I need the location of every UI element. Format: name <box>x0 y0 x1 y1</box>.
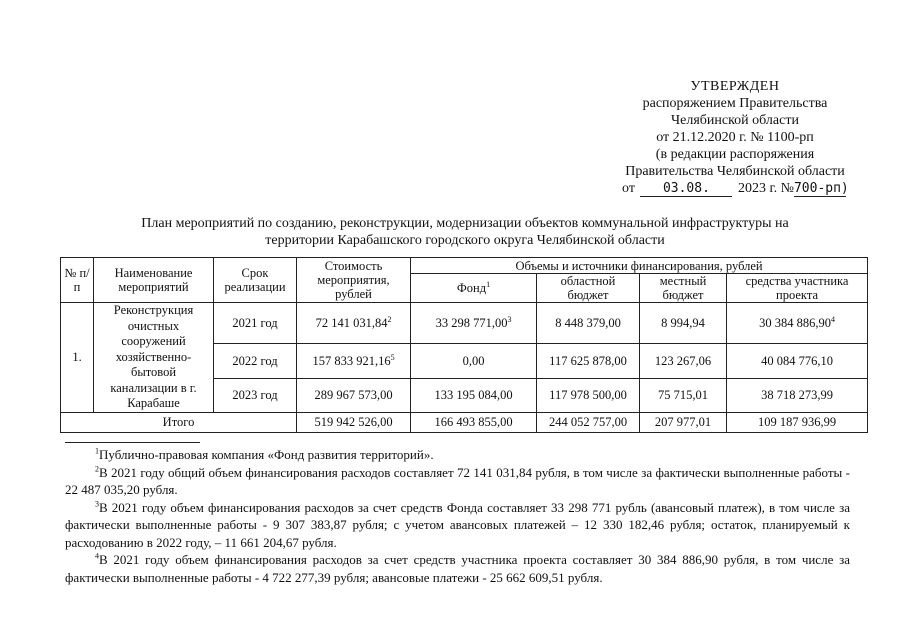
footnote-text: В 2021 году объем финансирования расходов за счет средств Фонда составляет 33 298 771 рубль (авансовый платеж), в том числе за фактически выполненные работы - 9 307 383,87 рубля; с учетом авансовых платежей – 12 330 182,46 рубля; остаток, планируемый к расходованию в 2022 году, – 11 661 204,67 рубля. <box>65 499 850 550</box>
cell-cost: 72 141 031,84$^2$ <box>297 303 411 344</box>
table-row <box>61 303 868 344</box>
cell-year: 2022 год <box>214 343 297 378</box>
header-cost: Стоимость мероприятия, рублей <box>297 258 411 303</box>
total-local: 207 977,01 <box>640 412 727 432</box>
footnote-mark: 5 <box>390 352 395 362</box>
footnote-mark: 2 <box>95 464 99 474</box>
cell-cost: 157 833 921,16$^5$ <box>297 343 411 378</box>
cell-year: 2021 год <box>214 303 297 344</box>
cell-regional: 117 625 878,00 <box>537 343 640 378</box>
approval-date-line <box>600 180 870 197</box>
approval-line: от 21.12.2020 г. № 1100-рп <box>656 130 814 145</box>
approval-line: Правительства Челябинской области <box>625 164 845 179</box>
row-name: Реконструкция очистных сооружений хозяйственно-бытовой канализации в г. Карабаше <box>94 303 214 413</box>
cell-participant: 40 084 776,10 <box>727 343 868 378</box>
footnotes <box>65 446 850 586</box>
header-term: Срок реализации <box>214 258 297 303</box>
cell-year: 2023 год <box>214 379 297 412</box>
total-label: Итого <box>61 412 297 432</box>
plan-title-line: План мероприятий по созданию, реконструкции, модернизации объектов коммунальной инфраструктуры на <box>141 216 789 231</box>
cell-participant: 38 718 273,99 <box>727 379 868 412</box>
cell-cost: 289 967 573,00 <box>297 379 411 412</box>
total-participant: 109 187 936,99 <box>727 412 868 432</box>
footnote-mark: 1 <box>486 279 491 289</box>
plan-title <box>60 215 870 249</box>
approval-line: (в редакции распоряжения <box>655 147 815 162</box>
row-num: 1. <box>61 303 94 413</box>
footnote-mark: 1 <box>95 446 99 456</box>
footnote <box>65 446 850 464</box>
total-row <box>61 412 868 432</box>
cell-regional: 117 978 500,00 <box>537 379 640 412</box>
footnote-mark: 4 <box>95 551 99 561</box>
date-prefix: от <box>622 181 635 196</box>
plan-title-line: территории Карабашского городского округа Челябинской области <box>265 233 665 248</box>
footnote <box>65 499 850 552</box>
footnote-text: В 2021 году объем финансирования расходов за счет средств участника проекта составляет 30 384 886,90 рубля, в том числе за фактически выполненные работы - 4 722 277,39 рубля; авансовые платежи - 25 662 609,51 рубля. <box>65 552 850 585</box>
cell-participant: 30 384 886,90$^4$ <box>727 303 868 344</box>
footnote-mark: 3 <box>507 314 512 324</box>
total-cost: 519 942 526,00 <box>297 412 411 432</box>
cell-regional: 8 448 379,00 <box>537 303 640 344</box>
approval-line: распоряжением Правительства <box>642 96 828 111</box>
cell-fund: 33 298 771,00$^3$ <box>411 303 537 344</box>
header-fund: Фонд$^1$ <box>411 274 537 303</box>
footnote-mark: 3 <box>95 499 99 509</box>
cell-local: 8 994,94 <box>640 303 727 344</box>
cell-local: 123 267,06 <box>640 343 727 378</box>
approval-line: Челябинской области <box>671 113 799 128</box>
footnote-text: Публично-правовая компания «Фонд развития территорий». <box>99 447 434 462</box>
year-text: 2023 г. № <box>737 181 794 196</box>
footnote <box>65 551 850 586</box>
header-num: № п/п <box>61 258 94 303</box>
approval-block <box>600 78 870 197</box>
header-name: Наименование мероприятий <box>94 258 214 303</box>
handwritten-number: 700-рп) <box>793 181 849 196</box>
cell-fund: 133 195 084,00 <box>411 379 537 412</box>
footnote-mark: 4 <box>830 314 835 324</box>
cell-fund: 0,00 <box>411 343 537 378</box>
header-volumes: Объемы и источники финансирования, рублей <box>411 258 868 274</box>
cell-local: 75 715,01 <box>640 379 727 412</box>
total-regional: 244 052 757,00 <box>537 412 640 432</box>
footnote <box>65 464 850 499</box>
footnote-divider <box>65 442 200 443</box>
total-fund: 166 493 855,00 <box>411 412 537 432</box>
footnote-mark: 2 <box>387 314 392 324</box>
footnote-text: В 2021 году общий объем финансирования расходов составляет 72 141 031,84 рубля, в том числе за фактически выполненные работы - 22 487 035,20 рубля. <box>65 464 850 497</box>
header-local: местный бюджет <box>640 274 727 303</box>
approval-heading: УТВЕРЖДЕН <box>690 79 780 94</box>
plan-table <box>60 257 868 433</box>
handwritten-date: 03.08. <box>640 182 732 197</box>
header-participant: средства участника проекта <box>727 274 868 303</box>
header-regional: областной бюджет <box>537 274 640 303</box>
